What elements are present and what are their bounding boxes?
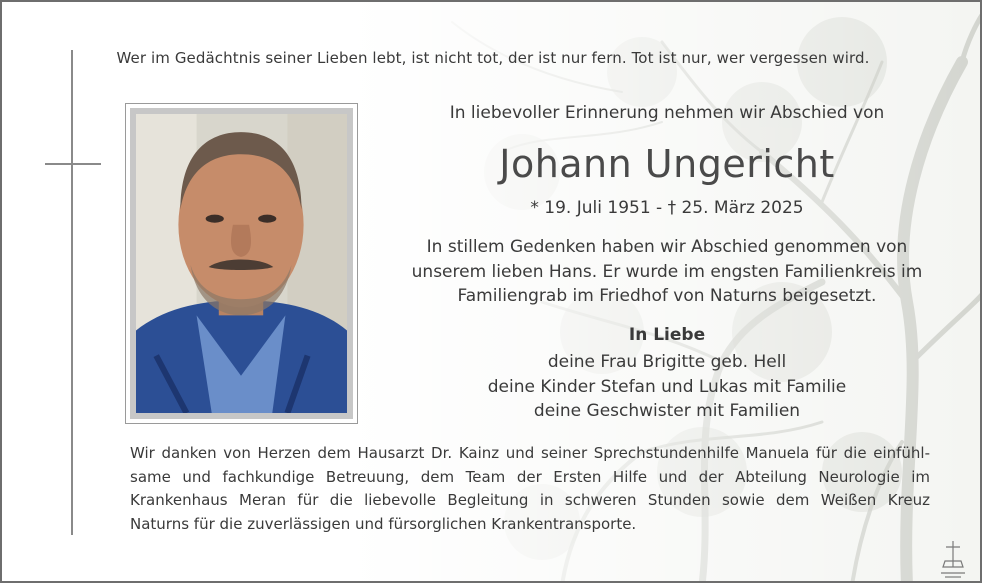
thanks-line: Krankenhaus Meran für die liebevolle Begleitung in schweren Stunden sowie dem Weißen Kreuz — [130, 491, 930, 509]
message-line: unserem lieben Hans. Er wurde im engsten Familienkreis im — [411, 261, 923, 282]
publisher-logo-icon — [931, 537, 975, 581]
thanks-paragraph — [130, 442, 930, 536]
cross-horizontal-bar — [45, 163, 101, 165]
intro-line: In liebevoller Erinnerung nehmen wir Abschied von — [449, 103, 885, 123]
thanks-line: Wir danken von Herzen dem Hausarzt Dr. Kainz und seiner Sprechstundenhilfe Manuela für die einfühl- — [130, 444, 930, 462]
mourners-list — [402, 350, 932, 424]
thanks-line: Naturns für die zuverlässigen und fürsorglichen Krankentransporte. — [130, 514, 637, 533]
message-line: In stillem Gedenken haben wir Abschied genommen von — [426, 237, 908, 257]
portrait-mat — [130, 108, 353, 419]
deceased-name: Johann Ungericht — [499, 142, 835, 186]
cross-vertical-bar — [71, 50, 73, 535]
life-dates: * 19. Juli 1951 - † 25. März 2025 — [530, 198, 804, 218]
mourner-line: deine Geschwister mit Familien — [533, 401, 801, 421]
thanks-line: same und fachkundige Betreuung, dem Team der Ersten Hilfe und der Abteilung Neurologie im — [130, 467, 930, 486]
portrait-photo — [136, 114, 347, 413]
message-line: Familiengrab im Friedhof von Naturns beigesetzt. — [457, 286, 877, 306]
mourner-line: deine Kinder Stefan und Lukas mit Familie — [487, 376, 847, 397]
portrait-frame — [125, 103, 358, 424]
mourner-line: deine Frau Brigitte geb. Hell — [547, 352, 787, 372]
in-love-heading: In Liebe — [628, 325, 706, 345]
burial-message — [402, 235, 932, 309]
memorial-quote: Wer im Gedächtnis seiner Lieben lebt, ist nicht tot, der ist nur fern. Tot ist nur, wer vergessen wird. — [116, 49, 870, 67]
